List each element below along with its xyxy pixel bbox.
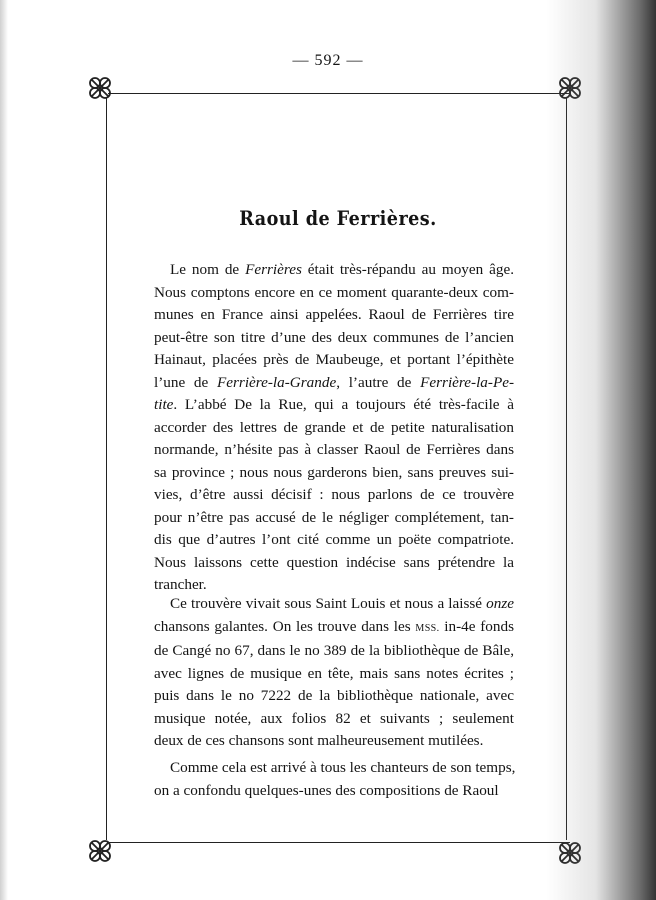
text-line [154,616,514,641]
text-line [154,507,514,530]
italic-text: Ferrière-la-Grande [216,373,337,391]
text-line [154,439,514,462]
text-run: trancher. [154,576,207,593]
text-run: musique notée, aux folios 82 et suivants ; seulement [154,709,514,727]
text-line [154,640,514,663]
text-line [154,730,514,753]
text-run: Comme cela est arrivé à tous les chanteurs de son temps, [170,759,516,776]
text-run: puis dans le no 7222 de la bibliothèque nationale, avec [154,687,514,704]
text-run: pour n’être pas accusé de le négliger complétement, tan- [154,508,514,526]
page-edge-shadow-right [546,0,656,900]
text-run: Hainaut, placées près de Maubeuge, et portant l’épithète [154,351,514,368]
text-run: l’une de [154,373,217,391]
text-line [154,663,514,686]
text-line [154,349,514,372]
text-run: , l’autre de [336,373,421,391]
frame-border-right [566,98,567,840]
text-line [154,529,514,552]
text-line [154,304,514,327]
paragraph-3 [154,757,514,802]
page-edge-shadow-left [0,0,8,900]
text-line [154,757,514,780]
text-run: chansons galantes. On les trouve dans les [154,617,416,635]
text-run: peut-être son titre d’une des deux communes de l’ancien [154,328,514,346]
text-line [154,552,514,575]
text-line [154,593,514,616]
text-run: sa province ; nous nous garderons bien, sans preuves sui- [154,463,514,481]
text-run: on a confondu quelques-unes des compositions de Raoul [154,781,499,799]
text-run: munes en France ainsi appelées. Raoul de Ferrières tire [154,306,514,323]
text-run: dis que d’autres l’ont cité comme un poëte compatriote. [154,531,514,548]
text-run: Le nom de [170,261,246,278]
text-run: était très-répandu au moyen âge. [301,261,514,278]
text-line [154,394,514,417]
text-line [154,708,514,731]
text-run: de Cangé no 67, dans le no 389 de la bibliothèque de Bâle, [154,642,514,659]
text-line [154,484,514,507]
knot-ornament-icon [87,75,113,101]
text-line [154,372,514,395]
italic-text: tite [154,396,174,413]
knot-ornament-icon [557,840,583,866]
text-run: . L’abbé De la Rue, qui a toujours été très-facile à [173,396,514,413]
text-run: vies, d’être aussi décisif : nous parlons de ce trouvère [154,486,514,503]
text-run: normande, n’hésite pas à classer Raoul de Ferrières dans [154,441,514,458]
page-number: — 592 — [292,52,364,69]
knot-ornament-icon [87,838,113,864]
text-run: in-4e fonds [439,617,514,635]
frame-border-top [108,93,570,94]
text-run: accorder des lettres de grande et de petite naturalisation [154,418,514,436]
paragraph-1 [154,259,514,597]
text-run: Nous laissons cette question indécise sans prétendre la [154,553,514,571]
italic-text: onze [486,595,514,612]
text-line [154,282,514,305]
text-line [154,780,514,803]
chapter-heading: Raoul de Ferrières. [239,206,437,230]
text-line [154,417,514,440]
text-line [154,327,514,350]
frame-border-bottom [108,842,570,843]
text-run: MSS. [415,622,440,634]
text-run: avec lignes de musique en tête, mais sans notes écrites ; [154,664,514,682]
frame-border-left [106,98,107,840]
text-line [154,462,514,485]
text-run: Nous comptons encore en ce moment quarante-deux com- [154,283,514,301]
italic-text: Ferrière-la-Pe- [420,373,515,391]
text-run: Ce trouvère vivait sous Saint Louis et nous a laissé [170,595,487,612]
text-line [154,259,514,282]
paragraph-2 [154,593,514,753]
text-run: deux de ces chansons sont malheureusement mutilées. [154,732,484,749]
italic-text: Ferrières [245,261,302,278]
text-line [154,685,514,708]
knot-ornament-icon [557,75,583,101]
